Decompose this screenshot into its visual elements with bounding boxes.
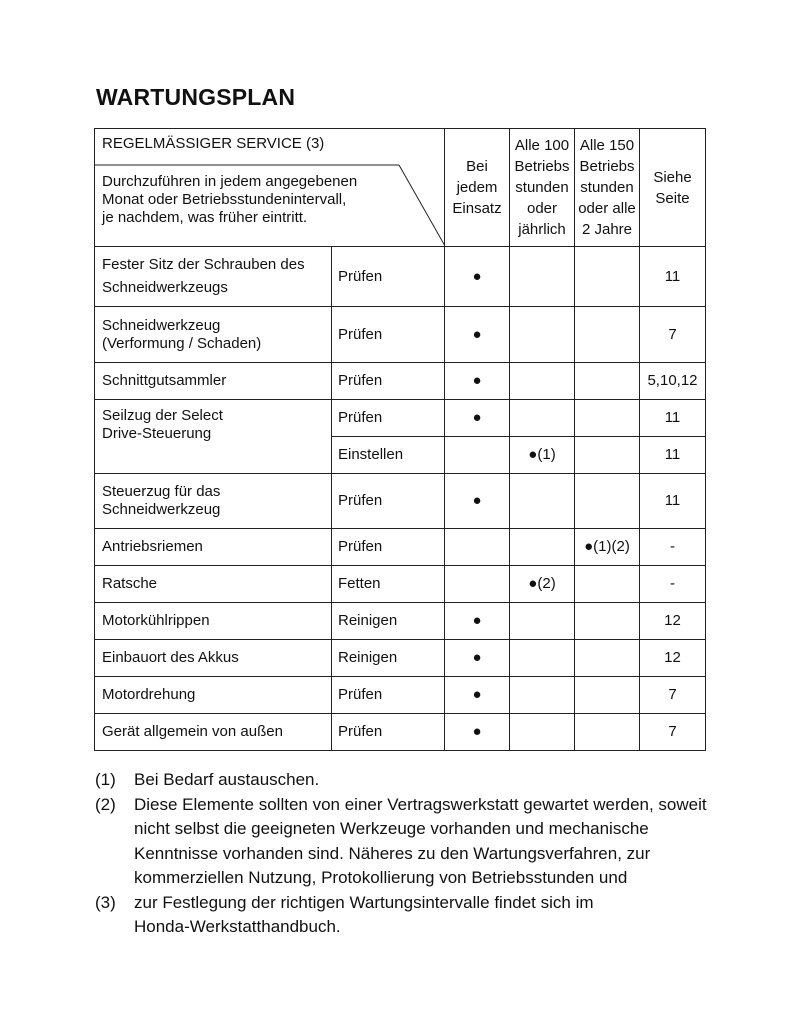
maintenance-table bbox=[94, 128, 706, 751]
each-use-cell: ● bbox=[445, 474, 510, 529]
150-hours-cell bbox=[575, 640, 640, 677]
footnote-3 bbox=[95, 891, 714, 940]
footnote-number: (3) bbox=[95, 892, 116, 912]
service-label: REGELMÄSSIGER SERVICE (3) bbox=[102, 135, 325, 152]
action-cell: Fetten bbox=[332, 566, 445, 603]
table-row bbox=[95, 247, 706, 307]
page-cell: 12 bbox=[640, 603, 706, 640]
action-cell: Prüfen bbox=[332, 400, 445, 437]
column-header-100-hours: Alle 100 Betriebs stunden oder jährlich bbox=[510, 129, 575, 247]
footnotes bbox=[95, 768, 714, 940]
100-hours-cell: ●(2) bbox=[510, 566, 575, 603]
instruction-line: Monat oder Betriebsstundenintervall, bbox=[102, 191, 347, 208]
instruction-line: je nachdem, was früher eintritt. bbox=[102, 209, 308, 226]
action-cell: Prüfen bbox=[332, 247, 445, 307]
each-use-cell: ● bbox=[445, 714, 510, 751]
action-cell: Prüfen bbox=[332, 529, 445, 566]
each-use-cell: ● bbox=[445, 603, 510, 640]
150-hours-cell bbox=[575, 677, 640, 714]
100-hours-cell bbox=[510, 400, 575, 437]
footnote-number: (2) bbox=[95, 794, 116, 814]
item-cell: Schneidwerkzeug (Verformung / Schaden) bbox=[95, 307, 332, 363]
100-hours-cell bbox=[510, 363, 575, 400]
150-hours-cell bbox=[575, 307, 640, 363]
action-cell: Prüfen bbox=[332, 677, 445, 714]
item-cell: Schnittgutsammler bbox=[95, 363, 332, 400]
150-hours-cell bbox=[575, 566, 640, 603]
footnote-text: Diese Elemente sollten von einer Vertragswerkstatt gewartet werden, soweit nicht selbst die geeigneten Werkzeuge vorhanden und mechanische Kenntnisse vorhanden sind. Näheres zu den Wartungsverfahren, zur kommerziellen Nutzung, Protokollierung von Betriebsstunden und bbox=[134, 794, 707, 887]
100-hours-cell bbox=[510, 677, 575, 714]
action-cell: Prüfen bbox=[332, 307, 445, 363]
each-use-cell: ● bbox=[445, 640, 510, 677]
column-header-see-page: Siehe Seite bbox=[640, 129, 706, 247]
table-row bbox=[95, 363, 706, 400]
150-hours-cell bbox=[575, 247, 640, 307]
150-hours-cell bbox=[575, 400, 640, 437]
each-use-cell bbox=[445, 529, 510, 566]
page-cell: - bbox=[640, 529, 706, 566]
table-row bbox=[95, 603, 706, 640]
item-cell: Ratsche bbox=[95, 566, 332, 603]
footnote-2 bbox=[95, 793, 714, 891]
action-cell: Reinigen bbox=[332, 603, 445, 640]
instruction-line: Durchzuführen in jedem angegebenen bbox=[102, 173, 358, 190]
item-cell: Antriebsriemen bbox=[95, 529, 332, 566]
each-use-cell: ● bbox=[445, 677, 510, 714]
page-cell: 7 bbox=[640, 307, 706, 363]
service-header-cell bbox=[95, 129, 445, 247]
action-cell: Reinigen bbox=[332, 640, 445, 677]
page-cell: 7 bbox=[640, 714, 706, 751]
150-hours-cell bbox=[575, 437, 640, 474]
page-cell: 7 bbox=[640, 677, 706, 714]
150-hours-cell: ●(1)(2) bbox=[575, 529, 640, 566]
100-hours-cell bbox=[510, 603, 575, 640]
each-use-cell: ● bbox=[445, 307, 510, 363]
footnote-text: Bei Bedarf austauschen. bbox=[134, 770, 320, 789]
table-row bbox=[95, 400, 706, 437]
150-hours-cell bbox=[575, 474, 640, 529]
each-use-cell: ● bbox=[445, 247, 510, 307]
table-row bbox=[95, 474, 706, 529]
action-cell: Prüfen bbox=[332, 474, 445, 529]
action-cell: Einstellen bbox=[332, 437, 445, 474]
page-cell: 11 bbox=[640, 247, 706, 307]
interval-instruction bbox=[102, 173, 357, 227]
item-cell: Steuerzug für das Schneidwerkzeug bbox=[95, 474, 332, 529]
table-row bbox=[95, 640, 706, 677]
100-hours-cell bbox=[510, 307, 575, 363]
page-cell: 11 bbox=[640, 474, 706, 529]
each-use-cell bbox=[445, 437, 510, 474]
100-hours-cell bbox=[510, 529, 575, 566]
table-header-row bbox=[95, 129, 706, 247]
action-cell: Prüfen bbox=[332, 714, 445, 751]
item-cell: Seilzug der Select Drive-Steuerung bbox=[95, 400, 332, 474]
150-hours-cell bbox=[575, 714, 640, 751]
page-cell: - bbox=[640, 566, 706, 603]
footnote-1 bbox=[95, 768, 714, 793]
column-header-each-use: Bei jedem Einsatz bbox=[445, 129, 510, 247]
table-row bbox=[95, 714, 706, 751]
100-hours-cell bbox=[510, 714, 575, 751]
footnote-number: (1) bbox=[95, 770, 116, 789]
item-cell: Motordrehung bbox=[95, 677, 332, 714]
item-cell: Einbauort des Akkus bbox=[95, 640, 332, 677]
page-cell: 12 bbox=[640, 640, 706, 677]
100-hours-cell bbox=[510, 474, 575, 529]
page-cell: 5,10,12 bbox=[640, 363, 706, 400]
page-cell: 11 bbox=[640, 437, 706, 474]
footnote-text: zur Festlegung der richtigen Wartungsintervalle findet sich im Honda-Werkstatthandbuch. bbox=[134, 892, 594, 936]
page-title: WARTUNGSPLAN bbox=[96, 84, 296, 110]
each-use-cell: ● bbox=[445, 363, 510, 400]
column-header-150-hours: Alle 150 Betriebs stunden oder alle 2 Jahre bbox=[575, 129, 640, 247]
table-row bbox=[95, 307, 706, 363]
each-use-cell bbox=[445, 566, 510, 603]
table-row bbox=[95, 677, 706, 714]
each-use-cell: ● bbox=[445, 400, 510, 437]
action-cell: Prüfen bbox=[332, 363, 445, 400]
100-hours-cell bbox=[510, 247, 575, 307]
table-row bbox=[95, 566, 706, 603]
100-hours-cell bbox=[510, 640, 575, 677]
item-cell: Gerät allgemein von außen bbox=[95, 714, 332, 751]
item-cell: Fester Sitz der Schrauben des Schneidwerkzeugs bbox=[95, 247, 332, 307]
page-cell: 11 bbox=[640, 400, 706, 437]
150-hours-cell bbox=[575, 363, 640, 400]
100-hours-cell: ●(1) bbox=[510, 437, 575, 474]
item-cell: Motorkühlrippen bbox=[95, 603, 332, 640]
150-hours-cell bbox=[575, 603, 640, 640]
table-row bbox=[95, 529, 706, 566]
